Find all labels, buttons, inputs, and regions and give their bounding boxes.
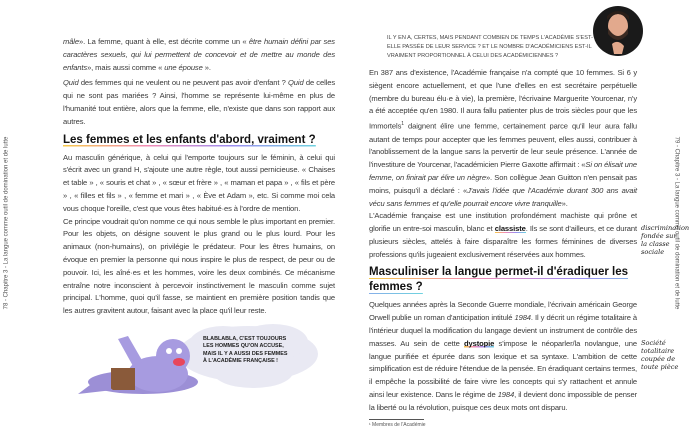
- right-body-bottom: [369, 299, 637, 414]
- keyword-classiste: classiste: [494, 224, 526, 234]
- paragraph: En 387 ans d'existence, l'Académie française n'a compté que 10 femmes. Si 6 y siègent encore actuellement, et que l'une d'elles en est secrétaire perpétuelle (membre du bureau élu·e à vie), la première, l'écrivaine Marguerite Yourcenar, n'y a été acceptée qu'en 1980. Il aura fallu patienter plus de trois siècles pour que les Immortels$^1$ daignent élire une femme, certainement parce qu'il leur aura fallu autant de temps pour accepter que les femmes peuvent, elles aussi, contribuer à l'anoblissement de la langue sans la pervertir de leur seule présence. L'année de l'investiture de Yourcenar, l'académicien Pierre Gaxotte affirmait : «Si on élisait une femme, on finirait par élire un nègre». Son collègue Jean Guitton n'en pensait pas moins, puisqu'il a déclaré : «J'avais l'idée que l'Académie durant 300 ans avait vécu sans femmes et qu'elle pourrait encore vivre tranquille».: [369, 68, 638, 208]
- keyword-dystopie: dystopie: [463, 338, 495, 348]
- right-margin-label: 79 - Chapitre 3 - La langue comme outil de domination et de lutte: [673, 136, 680, 310]
- paragraph: Au masculin générique, à celui qui l'emporte toujours sur le féminin, à celui qui s'écrit avec un grand H, s'ajoute une autre règle, tout aussi pernicieuse. « Chaises et table » , « souris et chat » , « sœur et frère » , « maman et papa » , « fils et père » , « filles et fils » , « femme et mari » , « Ève et Adam », etc. Si comme moi cela vous choque l'oreille, c'est que vous êtes habitué·es à l'ordre de mention.: [63, 152, 335, 213]
- footnote: ¹ Membres de l'Académie: [369, 421, 426, 428]
- left-column: [63, 36, 335, 404]
- section-heading: Les femmes et les enfants d'abord, vraiment ?: [63, 133, 316, 146]
- author-speech: IL Y EN A, CERTES, MAIS PENDANT COMBIEN DE TEMPS L'ACADÉMIE S'EST-ELLE PASSÉE DE LEUR SERVICE ? ET LE NOMBRE D'ACADÉMICIENS EST-IL VRAIMENT PROPORTIONNEL À CELUI DES ACADÉMICIENNES ?: [387, 35, 593, 59]
- footnote-rule: [369, 419, 424, 420]
- paragraph: L'Académie française est une institution profondément machiste qui prône et glorifie un entre-soi masculin, blanc et classiste. Ils se sont d'ailleurs, et ce durant plusieurs siècles, attelés à faire disparaître les formes féminines de diverses professions qu'ils jugeaient exclusivement réservées aux hommes.: [369, 211, 637, 259]
- left-body-top: [63, 36, 335, 129]
- section-heading: Masculiniser la langue permet-il d'éradiquer les femmes ?: [369, 266, 629, 294]
- troll-illustration-block: [73, 324, 323, 404]
- paragraph: Quelques années après la Seconde Guerre mondiale, l'écrivain américain George Orwell publie un roman d'anticipation intitulé 1984. Il y décrit un régime totalitaire à l'intérieur duquel la modification du langage devient un instrument de contrôle des masses. Au sein de cette dystopie s'impose le néoparler/la novlangue, une langue purifiée et épurée dans son lexique et sa syntaxe. L'ambition de cette simplification est de réduire l'étendue de la pensée. En éradiquant certains termes, il empêche la possibilité de faire vivre les concepts qui s'y rattachent et annule ainsi leur existence. Dans le régime de 1984, il devient donc impossible de penser la liberté ou la révolution, puisque ces deux mots ont disparu.: [369, 300, 637, 412]
- paragraph: mâle». La femme, quant à elle, est décrite comme un « être humain défini par ses caractères sexuels, qui lui permettent de concevoir et de mettre au monde des enfants», mais aussi comme « une épouse ».: [63, 37, 335, 72]
- troll-speech-bubble: BLABLABLA, C'EST TOUJOURS LES HOMMES QU'ON ACCUSE, MAIS IL Y A AUSSI DES FEMMES À L'ACADÉMIE FRANÇAISE !: [203, 335, 288, 365]
- margin-note-classiste: discrimination fondée sur la classe sociale: [641, 224, 690, 257]
- right-column: [369, 34, 637, 428]
- paragraph: Quid des femmes qui ne veulent ou ne peuvent pas avoir d'enfant ? Quid de celles qui ne sont pas mariées ? Ainsi, l'homme se représente lui-même en plus de l'humanité tout entière, alors que la femme, elle, n'existe que dans son rapport aux autres.: [63, 78, 335, 126]
- right-body-top: [369, 67, 637, 261]
- margin-note-dystopie: Société totalitaire coupée de toute pièce: [641, 338, 679, 371]
- left-body-bottom: [63, 152, 335, 318]
- paragraph: Ce principe voudrait qu'on nomme ce qui nous semble le plus important en premier. Pour les objets, on désigne souvent le plus grand ou le plus lourd. Pour les animaux (non-humains), on privilégie le prédateur. Pour les êtres humains, on évoque en premier la personne qui nous inspire le plus de respect, de peur ou de pouvoir. Ici, les aîné·es et les hommes, voire les deux combinés. Ce mécanisme entraîne notre inconscient à percevoir instinctivement le masculin comme sujet principal. L'homme, quoi qu'il fasse, se maintient en première position tandis que les autres gravitent autour, faisant avec la place qu'il leur reste.: [63, 216, 335, 316]
- left-margin-label: 78 - Chapitre 3 - La langue comme outil de domination et de lutte: [3, 136, 10, 310]
